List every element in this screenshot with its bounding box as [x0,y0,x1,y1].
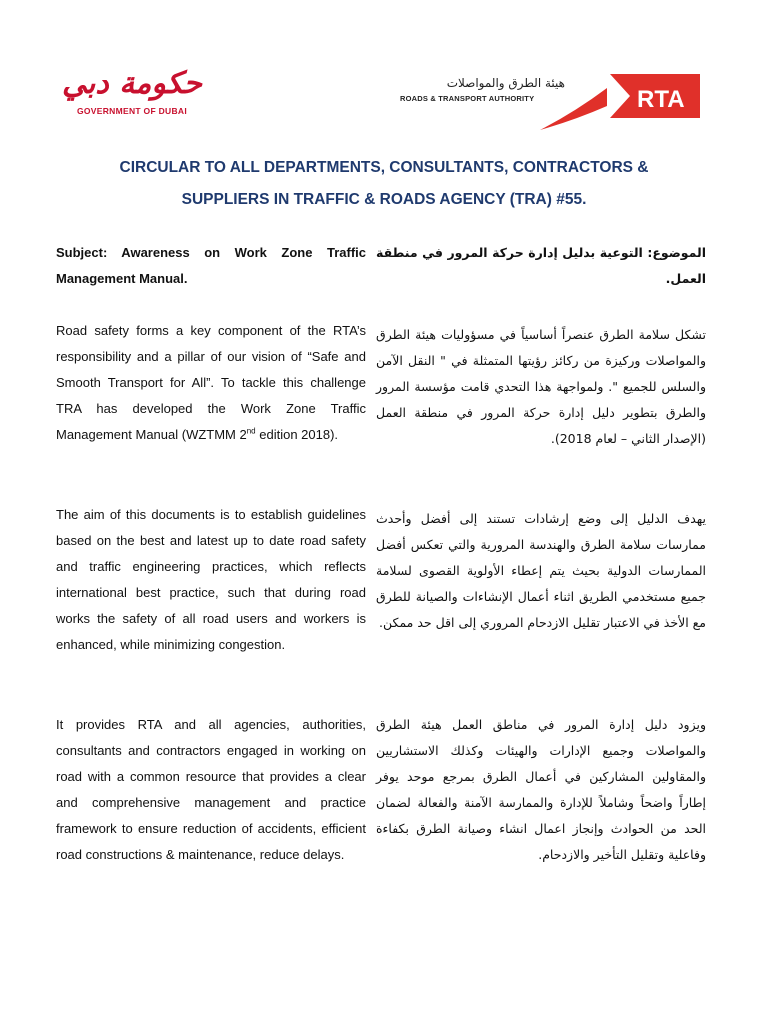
rta-swoosh-shape [540,88,607,130]
paragraph-3-ar: ويزود دليل إدارة المرور في مناطق العمل هيئة الطرق والمواصلات وجميع الإدارات والهيئات وكذلك الاستشاريين والمقاولين المشاركين في أعمال الطرق بمرجع موحد يوفر إطاراً واضحاً وشاملاً للإدارة والممارسة الآمنة والفعالة لضمان الحد من الحوادث وإنجاز اعمال انشاء وصيانة الطرق بكفاءة وفاعلية وتقليل التأخير والازدحام. [376,717,706,862]
subject-ar: الموضوع: التوعية بدليل إدارة حركة المرور في منطقة العمل. [376,245,706,286]
rta-logo [400,72,710,132]
letterhead [0,0,768,150]
ordinal-suffix: nd [246,426,256,436]
paragraph-2-en: The aim of this documents is to establish guidelines based on the best and latest up to date road safety and traffic engineering practices, which reflects international best practice, such that during road works the safety of all road users and workers is enhanced, while minimizing congestion. [56,507,366,652]
paragraph-1-en [56,318,366,448]
government-of-dubai-logo [62,66,212,116]
gov-english-label: GOVERNMENT OF DUBAI [76,106,188,116]
rta-english-name: ROADS & TRANSPORT AUTHORITY [400,94,535,103]
rta-arabic-name: هيئة الطرق والمواصلات [446,76,565,90]
paragraph-3-en: It provides RTA and all agencies, authorities, consultants and contractors engaged in working on road with a common resource that provides a clear and comprehensive management and practice framework to ensure reduction of accidents, efficient road constructions & maintenance, reduce delays. [56,717,366,862]
gov-arabic-calligraphy: حكومة دبي [62,66,202,101]
rta-mark-text: RTA [637,86,685,113]
paragraph-1-en-text: Road safety forms a key component of the RTA’s responsibility and a pillar of our vision of “Safe and Smooth Transport for All”. To tackle this challenge TRA has developed the Work Zone Traffic Management Manual (WZTMM 2 [56,323,366,442]
title-line-2: SUPPLIERS IN TRAFFIC & ROADS AGENCY (TRA) #55. [181,191,587,208]
subject-en: Subject: Awareness on Work Zone Traffic Management Manual. [56,245,366,286]
page-title [40,152,728,216]
paragraph-1-en-tail: edition 2018). [255,427,339,442]
paragraph-1-ar: تشكل سلامة الطرق عنصراً أساسياً في مسؤوليات هيئة الطرق والمواصلات وركيزة من ركائز رؤيتها المتمثلة في " النقل الآمن والسلس للجميع ". ولمواجهة هذا التحدي قامت مؤسسة المرور والطرق بتطوير دليل إدارة حركة المرور في منطقة العمل (الإصدار الثاني – لعام 2018). [376,327,706,446]
paragraph-2-ar: يهدف الدليل إلى وضع إرشادات تستند إلى أفضل وأحدث ممارسات سلامة الطرق والهندسة المرورية والتي تعكس أفضل الممارسات الدولية بحيث يتم إعطاء الأولوية القصوى لسلامة جميع مستخدمي الطريق اثناء أعمال الإنشاءات والصيانة للطرق مع الأخذ في الاعتبار تقليل الازدحام المروري إلى اقل حد ممكن. [376,511,706,630]
title-line-1: CIRCULAR TO ALL DEPARTMENTS, CONSULTANTS, CONTRACTORS & [119,159,649,176]
rta-mark-icon [535,72,710,134]
